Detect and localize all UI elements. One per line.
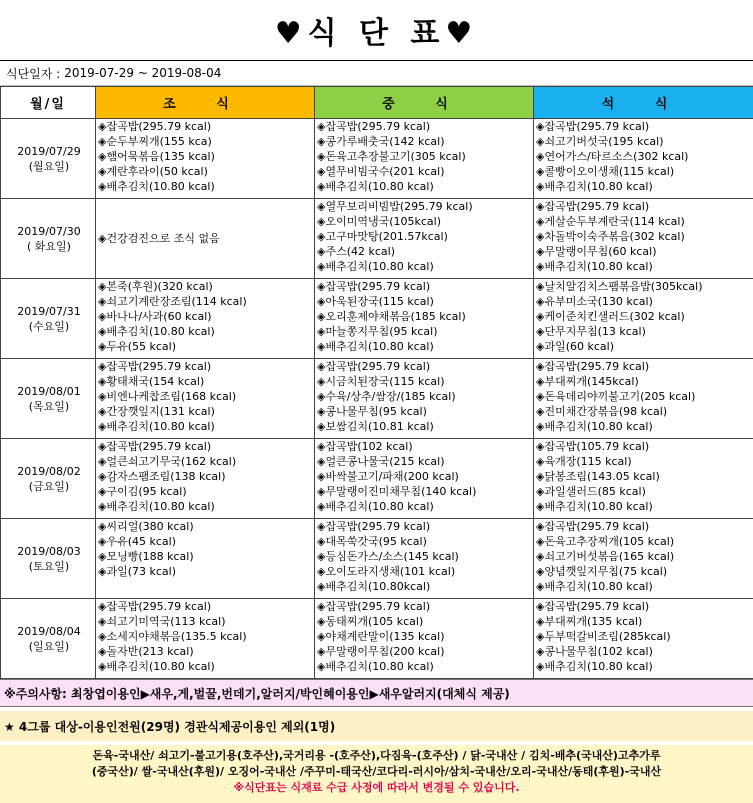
menu-item: ◈잡곡밥(295.79 kcal) [98,119,314,134]
lunch-cell [315,439,534,519]
menu-item: ◈우유(45 kcal) [98,534,314,549]
menu-item: ◈배추김치(10.80 kcal) [317,339,533,354]
breakfast-cell [96,519,315,599]
breakfast-cell [96,199,315,279]
menu-item: ◈잡곡밥(295.79 kcal) [98,359,314,374]
day-cell [1,439,96,519]
day-cell [1,119,96,199]
menu-item: ◈돈육고추장찌개(105 kcal) [536,534,753,549]
menu-item: ◈배추김치(10.80 kcal) [98,499,314,514]
menu-item: ◈배추김치(10.80 kcal) [536,419,753,434]
day-weekday: (토요일) [3,559,95,574]
day-date: 2019/08/04 [3,624,95,639]
menu-item: ◈무말랭이무침(200 kcal) [317,644,533,659]
lunch-cell [315,199,534,279]
menu-item: ◈배추김치(10.80 kcal) [317,659,533,674]
menu-item: ◈계란후라이(50 kcal) [98,164,314,179]
menu-item: ◈건강검진으로 조식 없음 [98,231,314,246]
period-value: 2019-07-29 ~ 2019-08-04 [64,66,221,80]
menu-item: ◈얼큰쇠고기무국(162 kcal) [98,454,314,469]
day-cell [1,359,96,439]
menu-item: ◈과일샐러드(85 kcal) [536,484,753,499]
period-row [0,60,753,86]
menu-item: ◈육개장(115 kcal) [536,454,753,469]
day-date: 2019/08/01 [3,384,95,399]
menu-item: ◈날치알김치스팸볶음밥(305kcal) [536,279,753,294]
menu-item: ◈잡곡밥(105.79 kcal) [536,439,753,454]
menu-item: ◈본죽(후원)(320 kcal) [98,279,314,294]
day-date: 2019/08/02 [3,464,95,479]
menu-item: ◈배추김치(10.80 kcal) [536,579,753,594]
origin-info [0,745,753,803]
menu-item: ◈콩가루배춧국(142 kcal) [317,134,533,149]
menu-item: ◈잡곡밥(295.79 kcal) [536,359,753,374]
day-row [1,359,753,439]
menu-item: ◈쇠고기미역국(113 kcal) [98,614,314,629]
menu-item: ◈부대찌개(145kcal) [536,374,753,389]
dinner-header: 석 식 [534,87,753,119]
day-date: 2019/07/31 [3,304,95,319]
day-row [1,599,753,679]
menu-item: ◈무말랭이무침(60 kcal) [536,244,753,259]
menu-item: ◈오이도라지생채(101 kcal) [317,564,533,579]
day-weekday: (금요일) [3,479,95,494]
dinner-cell [534,599,753,679]
menu-table [0,86,753,679]
menu-item: ◈쇠고기버섯국(195 kcal) [536,134,753,149]
day-cell [1,599,96,679]
menu-item: ◈잡곡밥(295.79 kcal) [98,439,314,454]
menu-item: ◈배추김치(10.80 kcal) [98,659,314,674]
day-date: 2019/07/30 [3,224,95,239]
menu-item: ◈무말랭이진미채무침(140 kcal) [317,484,533,499]
menu-item: ◈야채계란말이(135 kcal) [317,629,533,644]
menu-item: ◈배추김치(10.80 kcal) [98,419,314,434]
menu-item: ◈게살순두부계란국(114 kcal) [536,214,753,229]
menu-item: ◈양념깻잎지무침(75 kcal) [536,564,753,579]
menu-item: ◈바싹불고기/파채(200 kcal) [317,469,533,484]
menu-item: ◈얼큰콩나물국(215 kcal) [317,454,533,469]
change-warning: ※식단표는 식재료 수급 사정에 따라서 변경될 수 있습니다. [2,780,751,796]
menu-item: ◈두부떡갈비조림(285kcal) [536,629,753,644]
day-row [1,199,753,279]
menu-item: ◈잡곡밥(295.79 kcal) [536,599,753,614]
menu-item: ◈두유(55 kcal) [98,339,314,354]
menu-item: ◈바나나/사과(60 kcal) [98,309,314,324]
menu-item: ◈잡곡밥(295.79 kcal) [317,359,533,374]
menu-item: ◈오리훈제야채볶음(185 kcal) [317,309,533,324]
menu-item: ◈잡곡밥(295.79 kcal) [317,279,533,294]
menu-item: ◈차돌박이숙주볶음(302 kcal) [536,229,753,244]
allergy-notice: ※주의사항: 최창엽이용인▶새우,게,벌꿀,번데기,알러지/박인혜이용인▶새우알러지(대체식 제공) [0,679,753,707]
day-weekday: (일요일) [3,639,95,654]
menu-item: ◈배추김치(10.80 kcal) [536,659,753,674]
menu-item: ◈단무지무침(13 kcal) [536,324,753,339]
day-weekday: (목요일) [3,399,95,414]
lunch-cell [315,279,534,359]
day-date: 2019/07/29 [3,144,95,159]
menu-item: ◈돈육고추장불고기(305 kcal) [317,149,533,164]
day-row [1,519,753,599]
breakfast-header: 조 식 [96,87,315,119]
menu-item: ◈마늘쫑지무침(95 kcal) [317,324,533,339]
menu-item: ◈잡곡밥(102 kcal) [317,439,533,454]
group-notice: ★ 4그룹 대상-이용인전원(29명) 경관식제공이용인 제외(1명) [0,711,753,741]
breakfast-cell [96,439,315,519]
dinner-cell [534,119,753,199]
day-row [1,279,753,359]
menu-item: ◈시금치된장국(115 kcal) [317,374,533,389]
origin-line-1: 돈육-국내산/ 쇠고기-불고기용(호주산),국거리용 -(호주산),다짐육-(호주산) / 닭-국내산 / 김치-배추(국내산)고추가루 [2,748,751,764]
menu-item: ◈열무보리비빔밥(295.79 kcal) [317,199,533,214]
menu-item: ◈주스(42 kcal) [317,244,533,259]
menu-item: ◈고구마맛탕(201.57kcal) [317,229,533,244]
menu-item: ◈잡곡밥(295.79 kcal) [317,519,533,534]
menu-item: ◈아욱된장국(115 kcal) [317,294,533,309]
menu-item: ◈잡곡밥(295.79 kcal) [536,119,753,134]
day-cell [1,279,96,359]
menu-item: ◈잡곡밥(295.79 kcal) [317,599,533,614]
menu-item: ◈배추김치(10.80 kcal) [98,179,314,194]
menu-item: ◈보쌈김치(10.81 kcal) [317,419,533,434]
day-header: 월/일 [1,87,96,119]
lunch-cell [315,599,534,679]
page-title: ♥식 단 표♥ [0,0,753,60]
dinner-cell [534,359,753,439]
menu-item: ◈배추김치(10.80 kcal) [536,259,753,274]
menu-item: ◈감자스팸조림(138 kcal) [98,469,314,484]
breakfast-cell [96,359,315,439]
menu-item: ◈콜빵이오이생채(115 kcal) [536,164,753,179]
breakfast-cell [96,279,315,359]
menu-item: ◈돌자반(213 kcal) [98,644,314,659]
breakfast-cell [96,119,315,199]
menu-item: ◈배추김치(10.80 kcal) [317,179,533,194]
menu-item: ◈닭봉조림(143.05 kcal) [536,469,753,484]
menu-item: ◈잡곡밥(295.79 kcal) [98,599,314,614]
menu-item: ◈콩나물무침(102 kcal) [536,644,753,659]
menu-item: ◈잡곡밥(295.79 kcal) [536,199,753,214]
dinner-cell [534,199,753,279]
period-label: 식단일자 : [6,65,60,82]
day-date: 2019/08/03 [3,544,95,559]
menu-item: ◈순두부찌개(155 kca) [98,134,314,149]
day-row [1,439,753,519]
menu-item: ◈콩나물무침(95 kcal) [317,404,533,419]
menu-item: ◈배추김치(10.80 kcal) [317,259,533,274]
menu-item: ◈수육/상추/쌈장/(185 kcal) [317,389,533,404]
menu-item: ◈돈육데리야끼불고기(205 kcal) [536,389,753,404]
menu-item: ◈잡곡밥(295.79 kcal) [536,519,753,534]
menu-item: ◈배추김치(10.80 kcal) [98,324,314,339]
dinner-cell [534,279,753,359]
menu-item: ◈배추김치(10.80 kcal) [536,179,753,194]
menu-item: ◈열무비빔국수(201 kcal) [317,164,533,179]
menu-item: ◈구이김(95 kcal) [98,484,314,499]
menu-item: ◈간장깻잎지(131 kcal) [98,404,314,419]
menu-item: ◈대목쑥갓국(95 kcal) [317,534,533,549]
menu-item: ◈배추김치(10.80kcal) [317,579,533,594]
menu-item: ◈배추김치(10.80 kcal) [536,499,753,514]
day-weekday: ( 화요일) [3,239,95,254]
menu-item: ◈황태채국(154 kcal) [98,374,314,389]
menu-item: ◈햄어묵볶음(135 kcal) [98,149,314,164]
day-row [1,119,753,199]
menu-item: ◈쇠고기버섯볶음(165 kcal) [536,549,753,564]
day-weekday: (수요일) [3,319,95,334]
lunch-header: 중 식 [315,87,534,119]
menu-item: ◈과일(73 kcal) [98,564,314,579]
dinner-cell [534,439,753,519]
menu-item: ◈과일(60 kcal) [536,339,753,354]
day-cell [1,199,96,279]
menu-item: ◈부대찌개(135 kcal) [536,614,753,629]
breakfast-cell [96,599,315,679]
menu-item: ◈씨리얼(380 kcal) [98,519,314,534]
day-cell [1,519,96,599]
menu-item: ◈유부미소국(130 kcal) [536,294,753,309]
menu-item: ◈케이준치킨샐러드(302 kcal) [536,309,753,324]
lunch-cell [315,519,534,599]
menu-item: ◈동태찌개(105 kcal) [317,614,533,629]
menu-item: ◈모닝빵(188 kcal) [98,549,314,564]
menu-item: ◈잡곡밥(295.79 kcal) [317,119,533,134]
dinner-cell [534,519,753,599]
menu-item: ◈배추김치(10.80 kcal) [317,499,533,514]
lunch-cell [315,359,534,439]
menu-body [1,119,753,679]
lunch-cell [315,119,534,199]
menu-item: ◈연어가스/타르소스(302 kcal) [536,149,753,164]
menu-item: ◈등심돈가스/소스(145 kcal) [317,549,533,564]
day-weekday: (월요일) [3,159,95,174]
menu-item: ◈쇠고기계란장조림(114 kcal) [98,294,314,309]
menu-item: ◈소세지야채볶음(135.5 kcal) [98,629,314,644]
menu-item: ◈비엔나케찹조림(168 kcal) [98,389,314,404]
menu-item: ◈오이미역냉국(105kcal) [317,214,533,229]
origin-line-2: (중국산)/ 쌀-국내산(후원)/ 오징어-국내산 /주꾸미-태국산/코다리-러시아/삼치-국내산/오리-국내산/동태(후원)-국내산 [2,764,751,780]
menu-item: ◈진미채간장볶음(98 kcal) [536,404,753,419]
